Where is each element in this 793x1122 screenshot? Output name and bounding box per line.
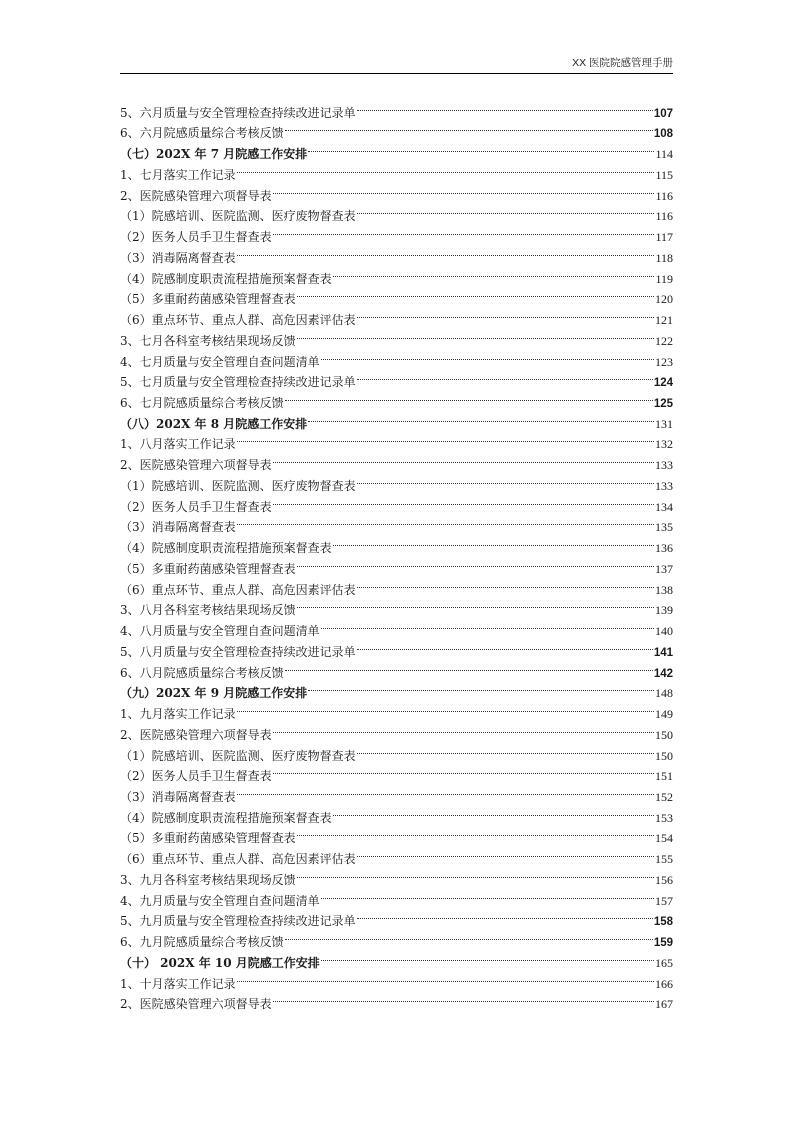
toc-dot-leader — [321, 884, 654, 905]
toc-entry-title: （1）院感培训、医院监测、医疗废物督查表 — [120, 748, 356, 763]
toc-entry-title: （6）重点环节、重点人群、高危因素评估表 — [120, 313, 356, 328]
toc-dot-leader — [357, 573, 654, 594]
toc-page-number: 121 — [655, 313, 673, 328]
toc-entry-title: （3）消毒隔离督查表 — [120, 520, 236, 535]
toc-page-number: 116 — [655, 188, 673, 203]
toc-page-number: 134 — [655, 499, 673, 514]
toc-entry-title: （八）202X 年 8 月院感工作安排 — [120, 416, 308, 431]
toc-page-number: 115 — [655, 167, 673, 182]
toc-entry-title: 1、八月落实工作记录 — [120, 437, 236, 452]
toc-page-number: 122 — [655, 333, 673, 348]
toc-page-number: 153 — [655, 810, 673, 825]
toc-dot-leader — [297, 863, 654, 884]
toc-entry-title: 2、医院感染管理六项督导表 — [120, 727, 272, 742]
toc-dot-leader — [357, 739, 654, 760]
toc-page-number: 131 — [655, 416, 673, 431]
toc-page-number: 119 — [655, 271, 673, 286]
toc-dot-leader — [297, 822, 654, 843]
toc-entry-title: 6、六月院感质量综合考核反馈 — [120, 126, 284, 141]
toc-page-number: 120 — [655, 292, 673, 307]
toc-entry-title: 1、七月落实工作记录 — [120, 167, 236, 182]
toc-dot-leader — [237, 697, 654, 718]
toc-dot-leader — [237, 511, 654, 532]
toc-page-number: 133 — [655, 458, 673, 473]
toc-entry-title: 5、七月质量与安全管理检查持续改进记录单 — [120, 375, 356, 390]
toc-dot-leader — [285, 656, 653, 677]
toc-dot-leader — [297, 324, 654, 345]
toc-entry-title: 4、七月质量与安全管理自查问题清单 — [120, 354, 320, 369]
toc-page-number: 139 — [655, 603, 673, 618]
toc-dot-leader — [357, 200, 655, 221]
table-of-contents — [120, 96, 673, 1012]
page-header — [120, 57, 673, 74]
toc-dot-leader — [357, 96, 653, 117]
toc-dot-leader — [273, 718, 654, 739]
toc-page-number: 155 — [655, 852, 673, 867]
toc-page-number: 151 — [655, 769, 673, 784]
toc-dot-leader — [333, 531, 654, 552]
toc-page-number: 154 — [655, 831, 673, 846]
toc-dot-leader — [273, 490, 654, 511]
toc-page-number: 114 — [655, 147, 673, 162]
toc-page-number: 108 — [653, 128, 673, 141]
toc-entry-title: （1）院感培训、医院监测、医疗废物督查表 — [120, 209, 356, 224]
toc-page-number: 167 — [655, 997, 673, 1012]
toc-entry-title: 3、九月各科室考核结果现场反馈 — [120, 872, 296, 887]
toc-entry-title: （6）重点环节、重点人群、高危因素评估表 — [120, 852, 356, 867]
toc-page-number: 107 — [653, 107, 673, 120]
toc-page-number: 150 — [655, 727, 673, 742]
toc-page-number: 133 — [655, 478, 673, 493]
toc-entry-title: （九）202X 年 9 月院感工作安排 — [120, 686, 308, 701]
toc-dot-leader — [321, 345, 654, 366]
toc-entry-title: （4）院感制度职责流程措施预案督查表 — [120, 271, 332, 286]
toc-entry-title: （4）院感制度职责流程措施预案督查表 — [120, 541, 332, 556]
toc-page-number: 149 — [655, 707, 673, 722]
toc-dot-leader — [273, 448, 654, 469]
toc-dot-leader — [357, 469, 654, 490]
manual-title: XX 医院院感管理手册 — [572, 57, 673, 69]
toc-dot-leader — [273, 220, 655, 241]
toc-page-number: 117 — [655, 230, 673, 245]
toc-page-number: 124 — [653, 377, 673, 390]
toc-entry-title: （6）重点环节、重点人群、高危因素评估表 — [120, 582, 356, 597]
toc-entry-title: 2、医院感染管理六项督导表 — [120, 188, 272, 203]
toc-entry-title: 4、九月质量与安全管理自查问题清单 — [120, 893, 320, 908]
toc-page-number: 123 — [655, 354, 673, 369]
toc-dot-leader — [237, 428, 654, 449]
toc-entry-title: 3、八月各科室考核结果现场反馈 — [120, 603, 296, 618]
toc-entry-title: 5、八月质量与安全管理检查持续改进记录单 — [120, 644, 356, 659]
toc-entry-title: （3）消毒隔离督查表 — [120, 789, 236, 804]
toc-page-number: 116 — [655, 209, 673, 224]
toc-entry-title: 6、九月院感质量综合考核反馈 — [120, 935, 284, 950]
toc-entry-title: 6、八月院感质量综合考核反馈 — [120, 665, 284, 680]
toc-dot-leader — [321, 614, 654, 635]
toc-page-number: 135 — [655, 520, 673, 535]
toc-page-number: 132 — [655, 437, 673, 452]
toc-dot-leader — [308, 407, 654, 428]
toc-entry-title: 2、医院感染管理六项督导表 — [120, 458, 272, 473]
toc-entry-title: 1、九月落实工作记录 — [120, 707, 236, 722]
toc-entry-title: （2）医务人员手卫生督查表 — [120, 230, 272, 245]
toc-page-number: 137 — [655, 561, 673, 576]
toc-page-number: 157 — [655, 893, 673, 908]
toc-page-number: 136 — [655, 541, 673, 556]
toc-entry[interactable] — [120, 96, 673, 120]
toc-dot-leader — [308, 677, 654, 698]
toc-dot-leader — [237, 241, 655, 262]
toc-dot-leader — [321, 946, 654, 967]
toc-page-number: 142 — [653, 667, 673, 680]
toc-dot-leader — [273, 179, 655, 200]
toc-entry-title: （七）202X 年 7 月院感工作安排 — [120, 147, 308, 162]
toc-entry-title: 4、八月质量与安全管理自查问题清单 — [120, 624, 320, 639]
toc-dot-leader — [357, 842, 654, 863]
toc-entry-title: （5）多重耐药菌感染管理督查表 — [120, 561, 296, 576]
toc-dot-leader — [285, 117, 653, 138]
toc-page-number: 159 — [653, 937, 673, 950]
toc-page-number: 156 — [655, 872, 673, 887]
toc-entry-title: （4）院感制度职责流程措施预案督查表 — [120, 810, 332, 825]
toc-page-number: 166 — [655, 976, 673, 991]
toc-page-number: 118 — [655, 250, 673, 265]
toc-page-number: 125 — [653, 398, 673, 411]
toc-entry-title: 2、医院感染管理六项督导表 — [120, 997, 272, 1012]
toc-page-number: 140 — [655, 624, 673, 639]
toc-page-number: 165 — [655, 955, 673, 970]
toc-page-number: 138 — [655, 582, 673, 597]
toc-entry-title: （十） 202X 年 10 月院感工作安排 — [120, 955, 320, 970]
toc-dot-leader — [297, 594, 654, 615]
toc-entry-title: （2）医务人员手卫生督查表 — [120, 769, 272, 784]
toc-entry-title: （2）医务人员手卫生督查表 — [120, 499, 272, 514]
toc-dot-leader — [297, 283, 654, 304]
toc-dot-leader — [237, 780, 654, 801]
toc-dot-leader — [308, 137, 654, 158]
toc-dot-leader — [273, 760, 654, 781]
toc-page-number: 158 — [653, 916, 673, 929]
toc-entry-title: 6、七月院感质量综合考核反馈 — [120, 396, 284, 411]
toc-page-number: 150 — [655, 748, 673, 763]
toc-entry-title: 3、七月各科室考核结果现场反馈 — [120, 333, 296, 348]
toc-entry-title: （3）消毒隔离督查表 — [120, 250, 236, 265]
toc-dot-leader — [357, 366, 653, 387]
toc-dot-leader — [237, 158, 655, 179]
toc-dot-leader — [357, 635, 653, 656]
toc-dot-leader — [285, 925, 653, 946]
toc-dot-leader — [357, 303, 654, 324]
toc-entry-title: 1、十月落实工作记录 — [120, 976, 236, 991]
toc-dot-leader — [237, 967, 654, 988]
toc-dot-leader — [333, 262, 655, 283]
toc-page-number: 152 — [655, 789, 673, 804]
toc-dot-leader — [357, 905, 653, 926]
toc-dot-leader — [273, 988, 654, 1009]
toc-entry-title: 5、九月质量与安全管理检查持续改进记录单 — [120, 914, 356, 929]
toc-entry-title: （1）院感培训、医院监测、医疗废物督查表 — [120, 478, 356, 493]
toc-entry-title: （5）多重耐药菌感染管理督查表 — [120, 292, 296, 307]
toc-entry-title: （5）多重耐药菌感染管理督查表 — [120, 831, 296, 846]
toc-page-number: 148 — [655, 686, 673, 701]
toc-entry-title: 5、六月质量与安全管理检查持续改进记录单 — [120, 105, 356, 120]
toc-page-number: 141 — [653, 646, 673, 659]
toc-dot-leader — [333, 801, 654, 822]
toc-dot-leader — [285, 386, 653, 407]
toc-dot-leader — [297, 552, 654, 573]
